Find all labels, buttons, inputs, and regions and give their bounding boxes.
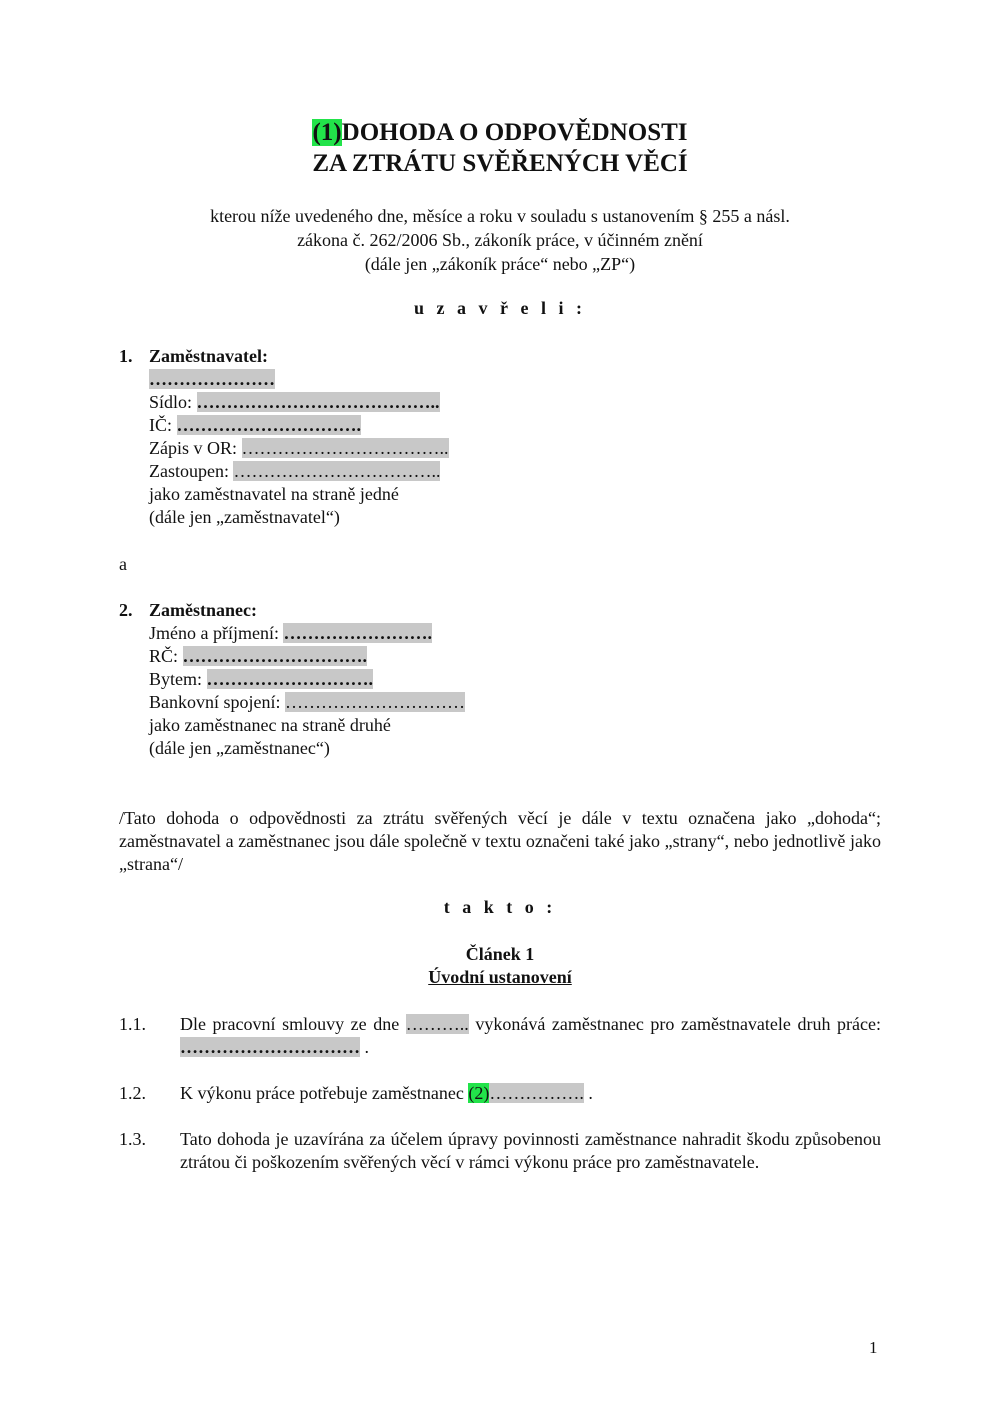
document-title-line1	[0, 118, 1000, 148]
party1-ic-blank[interactable]: ………………………….	[176, 415, 362, 435]
clause-1-2-part-b: .	[583, 1083, 593, 1103]
definitions-paragraph: /Tato dohoda o odpovědnosti za ztrátu svěřených věcí je dále v textu označena jako „dohoda“; zaměstnavatel a zaměstnanec jsou dále společně v textu označeni také jako „strany“, nebo jednotlivě jako „strana“/	[119, 808, 881, 874]
clause-1-1-work-blank[interactable]: …………………………	[180, 1037, 360, 1057]
intro-line3: (dále jen „zákoník práce“ nebo „ZP“)	[364, 254, 636, 274]
page-number: 1	[869, 1338, 878, 1357]
party2-addr-label: Bytem:	[149, 669, 207, 689]
party1-seat-blank[interactable]: …………………………………..	[196, 392, 440, 412]
article1-subheading	[0, 966, 1000, 989]
party2-name	[149, 622, 432, 645]
party2-alias: (dále jen „zaměstnanec“)	[149, 738, 330, 758]
party1-role: jako zaměstnavatel na straně jedné	[149, 484, 399, 504]
party2-bank	[149, 691, 465, 714]
party1-alias: (dále jen „zaměstnavatel“)	[149, 507, 340, 527]
party1-rep-blank[interactable]: ……………………………..	[233, 461, 441, 481]
party1-rep	[149, 460, 440, 483]
party1-name	[149, 368, 275, 391]
clause-1-2-text	[180, 1082, 593, 1105]
clause-1-2-number: 1.2.	[119, 1083, 146, 1103]
clause-1-3-number: 1.3.	[119, 1129, 146, 1149]
intro-line1: kterou níže uvedeného dne, měsíce a roku v souladu s ustanovením § 255 a násl.	[210, 206, 790, 226]
party2-role: jako zaměstnanec na straně druhé	[149, 715, 391, 735]
and-word: a	[119, 554, 127, 574]
party1-heading: Zaměstnavatel:	[149, 346, 268, 366]
as-follows-heading: t a k t o :	[443, 897, 557, 917]
article1-subheading-text: Úvodní ustanovení	[428, 967, 572, 987]
title-marker: (1)	[312, 119, 342, 146]
clause-1-1-part-a: Dle pracovní smlouvy ze dne	[180, 1014, 406, 1034]
party1-name-blank[interactable]: …………………	[149, 369, 275, 389]
clause-1-1-part-b: vykonává zaměstnanec pro zaměstnavatele druh práce:	[468, 1014, 881, 1034]
party1-or-label: Zápis v OR:	[149, 438, 242, 458]
clause-1-1-number: 1.1.	[119, 1014, 146, 1034]
party1-number: 1.	[119, 346, 133, 366]
concluded-heading: u z a v ř e l i :	[414, 298, 586, 318]
party2-name-label: Jméno a příjmení:	[149, 623, 284, 643]
party2-bank-blank[interactable]: …………………………	[285, 692, 465, 712]
party2-rc-blank[interactable]: ………………………….	[182, 646, 368, 666]
title-text: DOHODA O ODPOVĚDNOSTI	[341, 119, 688, 146]
party2-addr	[149, 668, 373, 691]
party1-seat	[149, 391, 440, 414]
party2-name-blank[interactable]: …………………….	[283, 623, 432, 643]
clause-1-2-items-blank[interactable]: …………….	[489, 1083, 584, 1103]
party2-addr-blank[interactable]: ……………………….	[206, 669, 373, 689]
intro-line2: zákona č. 262/2006 Sb., zákoník práce, v účinném znění	[297, 230, 703, 250]
clause-1-3-text: Tato dohoda je uzavírána za účelem úpravy povinnosti zaměstnance nahradit škodu způsobenou ztrátou či poškozením svěřených věcí v rámci výkonu práce pro zaměstnavatele.	[180, 1129, 881, 1172]
clause-1-2-marker: (2)	[468, 1083, 490, 1103]
party1-seat-label: Sídlo:	[149, 392, 197, 412]
party2-heading: Zaměstnanec:	[149, 600, 257, 620]
party1-or-blank[interactable]: ……………………………..	[241, 438, 449, 458]
clause-1-1-part-c: .	[360, 1037, 369, 1057]
clause-1-1-date-blank[interactable]: ………..	[405, 1014, 469, 1034]
party1-or	[149, 437, 449, 460]
party1-rep-label: Zastoupen:	[149, 461, 234, 481]
party2-rc	[149, 645, 367, 668]
party2-number: 2.	[119, 600, 133, 620]
party2-bank-label: Bankovní spojení:	[149, 692, 285, 712]
document-title-line2: ZA ZTRÁTU SVĚŘENÝCH VĚCÍ	[312, 150, 688, 177]
party2-rc-label: RČ:	[149, 646, 183, 666]
party1-ic	[149, 414, 361, 437]
article1-heading: Článek 1	[465, 944, 535, 964]
clause-1-2-part-a: K výkonu práce potřebuje zaměstnanec	[180, 1083, 469, 1103]
clause-1-1-text	[180, 1013, 881, 1059]
party1-ic-label: IČ:	[149, 415, 177, 435]
